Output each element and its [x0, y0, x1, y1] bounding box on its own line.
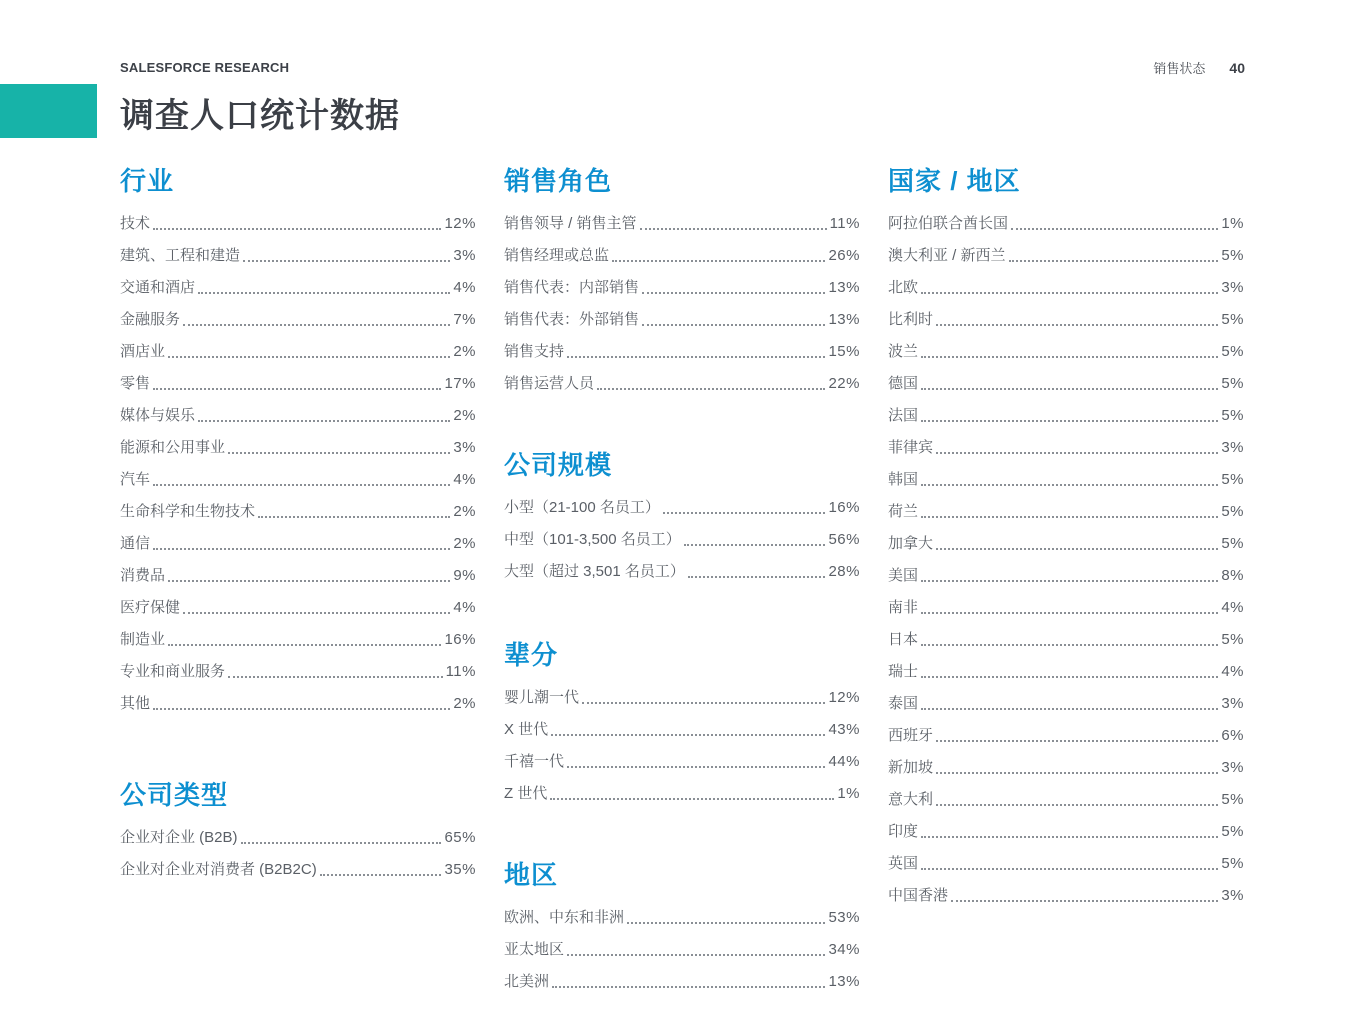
stat-value: 5%: [1221, 791, 1244, 808]
stat-label: 美国: [888, 567, 919, 584]
stat-value: 4%: [1221, 599, 1244, 616]
dot-leader: [936, 740, 1218, 742]
stat-label: 阿拉伯联合酋长国: [888, 215, 1009, 232]
stat-label: 中国香港: [888, 887, 949, 904]
dot-leader: [921, 420, 1218, 422]
stat-label: 西班牙: [888, 727, 934, 744]
stat-value: 34%: [828, 941, 860, 958]
stat-row: [504, 368, 860, 400]
stat-row: [888, 304, 1244, 336]
stat-value: 13%: [828, 973, 860, 990]
stat-value: 5%: [1221, 247, 1244, 264]
stat-row: [120, 208, 476, 240]
dot-leader: [320, 874, 442, 876]
stat-value: 12%: [828, 689, 860, 706]
dot-leader: [936, 548, 1218, 550]
brand-label: SALESFORCE RESEARCH: [120, 60, 290, 75]
group-title: 地区: [504, 860, 559, 890]
stat-value: 1%: [837, 785, 860, 802]
demographic-group: [888, 160, 1244, 912]
stat-label: 荷兰: [888, 503, 919, 520]
group-title: 公司规模: [504, 450, 613, 480]
dot-leader: [921, 836, 1218, 838]
stat-row: [120, 854, 476, 886]
stat-row: [504, 778, 860, 810]
stat-row: [120, 432, 476, 464]
dot-leader: [921, 644, 1218, 646]
stat-label: 菲律宾: [888, 439, 934, 456]
stat-row: [120, 272, 476, 304]
dot-leader: [921, 388, 1218, 390]
stat-label: 技术: [120, 215, 151, 232]
stat-row: [888, 688, 1244, 720]
stat-label: 法国: [888, 407, 919, 424]
stat-value: 26%: [828, 247, 860, 264]
stat-label: 其他: [120, 695, 151, 712]
stat-row: [504, 746, 860, 778]
stat-value: 3%: [1221, 279, 1244, 296]
stat-value: 5%: [1221, 503, 1244, 520]
stat-row: [120, 368, 476, 400]
dot-leader: [153, 484, 450, 486]
dot-leader: [642, 292, 825, 294]
stat-label: 零售: [120, 375, 151, 392]
stat-row: [120, 496, 476, 528]
dot-leader: [567, 954, 825, 956]
dot-leader: [198, 420, 450, 422]
dot-leader: [936, 772, 1218, 774]
stat-value: 1%: [1221, 215, 1244, 232]
dot-leader: [921, 484, 1218, 486]
group-title: 行业: [120, 166, 175, 196]
stat-value: 5%: [1221, 407, 1244, 424]
stat-label: 印度: [888, 823, 919, 840]
stat-value: 3%: [1221, 759, 1244, 776]
stat-label: 销售经理或总监: [504, 247, 610, 264]
dot-leader: [241, 842, 442, 844]
stat-label: 中型（101-3,500 名员工）: [504, 531, 681, 548]
dot-leader: [198, 292, 450, 294]
stat-label: 建筑、工程和建造: [120, 247, 241, 264]
stat-label: 酒店业: [120, 343, 166, 360]
stat-row: [504, 682, 860, 714]
stat-label: 比利时: [888, 311, 934, 328]
stat-row: [504, 556, 860, 588]
page-header-right: [1153, 58, 1245, 77]
group-title: 辈分: [504, 640, 559, 670]
stat-row: [888, 848, 1244, 880]
demographic-group: [120, 160, 476, 720]
stat-row: [120, 560, 476, 592]
stat-row: [120, 464, 476, 496]
stat-row: [504, 934, 860, 966]
stat-value: 3%: [453, 439, 476, 456]
stat-row: [888, 528, 1244, 560]
dot-leader: [921, 708, 1218, 710]
dot-leader: [921, 580, 1218, 582]
stat-label: 韩国: [888, 471, 919, 488]
stat-value: 16%: [828, 499, 860, 516]
dot-leader: [228, 676, 443, 678]
dot-leader: [921, 516, 1218, 518]
stat-value: 35%: [444, 861, 476, 878]
stat-row: [888, 400, 1244, 432]
page-title: 调查人口统计数据: [120, 97, 400, 135]
section-label: 销售状态: [1153, 61, 1206, 76]
stat-value: 2%: [453, 503, 476, 520]
stat-label: X 世代: [504, 721, 549, 738]
stat-value: 44%: [828, 753, 860, 770]
stat-row: [888, 464, 1244, 496]
dot-leader: [183, 612, 450, 614]
dot-leader: [684, 544, 826, 546]
demographic-group: [504, 634, 860, 810]
dot-leader: [567, 356, 825, 358]
stat-row: [888, 720, 1244, 752]
dot-leader: [921, 292, 1218, 294]
dot-leader: [567, 766, 825, 768]
stat-label: 千禧一代: [504, 753, 565, 770]
stat-label: 意大利: [888, 791, 934, 808]
stat-value: 11%: [445, 663, 476, 680]
stat-value: 9%: [453, 567, 476, 584]
stat-row: [888, 432, 1244, 464]
dot-leader: [642, 324, 825, 326]
stat-label: 交通和酒店: [120, 279, 196, 296]
stat-row: [888, 496, 1244, 528]
stat-value: 16%: [444, 631, 476, 648]
stat-row: [888, 368, 1244, 400]
stat-row: [504, 524, 860, 556]
stat-value: 5%: [1221, 631, 1244, 648]
stat-value: 22%: [828, 375, 860, 392]
dot-leader: [168, 356, 450, 358]
dot-leader: [640, 228, 827, 230]
demographic-group: [120, 774, 476, 886]
stat-value: 7%: [453, 311, 476, 328]
stat-value: 2%: [453, 407, 476, 424]
stat-row: [504, 272, 860, 304]
stat-value: 3%: [453, 247, 476, 264]
stat-row: [120, 304, 476, 336]
stat-label: 销售代表：外部销售: [504, 311, 640, 328]
stat-value: 28%: [828, 563, 860, 580]
stat-label: 新加坡: [888, 759, 934, 776]
dot-leader: [153, 548, 450, 550]
column-1: [120, 160, 476, 886]
dot-leader: [1009, 260, 1219, 262]
stat-label: 大型（超过 3,501 名员工）: [504, 563, 685, 580]
stat-label: 专业和商业服务: [120, 663, 226, 680]
stat-label: Z 世代: [504, 785, 548, 802]
dot-leader: [582, 702, 825, 704]
stat-row: [888, 624, 1244, 656]
stat-label: 南非: [888, 599, 919, 616]
stat-label: 婴儿潮一代: [504, 689, 580, 706]
stat-label: 欧洲、中东和非洲: [504, 909, 625, 926]
stat-row: [504, 208, 860, 240]
stat-row: [888, 784, 1244, 816]
group-title: 销售角色: [504, 166, 613, 196]
stat-row: [120, 822, 476, 854]
dot-leader: [921, 356, 1218, 358]
stat-label: 销售领导 / 销售主管: [504, 215, 637, 232]
dot-leader: [597, 388, 825, 390]
dot-leader: [688, 576, 826, 578]
dot-leader: [921, 612, 1218, 614]
stat-label: 制造业: [120, 631, 166, 648]
stat-row: [120, 656, 476, 688]
stat-value: 12%: [444, 215, 476, 232]
stat-value: 15%: [828, 343, 860, 360]
dot-leader: [550, 798, 834, 800]
dot-leader: [951, 900, 1218, 902]
column-3: [888, 160, 1244, 912]
stat-row: [888, 752, 1244, 784]
dot-leader: [243, 260, 450, 262]
stat-value: 56%: [828, 531, 860, 548]
stat-label: 媒体与娱乐: [120, 407, 196, 424]
stat-label: 汽车: [120, 471, 151, 488]
stat-label: 德国: [888, 375, 919, 392]
dot-leader: [551, 734, 825, 736]
stat-label: 生命科学和生物技术: [120, 503, 256, 520]
stat-label: 北美洲: [504, 973, 550, 990]
stat-row: [888, 880, 1244, 912]
stat-row: [120, 624, 476, 656]
stat-label: 北欧: [888, 279, 919, 296]
stat-row: [888, 656, 1244, 688]
stat-row: [120, 336, 476, 368]
stat-value: 2%: [453, 343, 476, 360]
stat-label: 销售代表：内部销售: [504, 279, 640, 296]
stat-row: [888, 816, 1244, 848]
column-2: [504, 160, 860, 998]
stat-value: 5%: [1221, 823, 1244, 840]
dot-leader: [921, 676, 1218, 678]
stat-label: 瑞士: [888, 663, 919, 680]
stat-value: 5%: [1221, 375, 1244, 392]
stat-row: [504, 336, 860, 368]
stat-label: 小型（21-100 名员工）: [504, 499, 660, 516]
stat-value: 11%: [829, 215, 860, 232]
stat-label: 加拿大: [888, 535, 934, 552]
stat-value: 3%: [1221, 887, 1244, 904]
stat-row: [504, 240, 860, 272]
dot-leader: [663, 512, 826, 514]
stat-value: 3%: [1221, 695, 1244, 712]
demographic-group: [504, 160, 860, 400]
demographic-group: [504, 854, 860, 998]
stat-value: 13%: [828, 279, 860, 296]
dot-leader: [612, 260, 825, 262]
stat-label: 销售支持: [504, 343, 565, 360]
stat-row: [120, 528, 476, 560]
stat-value: 4%: [453, 471, 476, 488]
stat-label: 泰国: [888, 695, 919, 712]
page-number: 40: [1229, 59, 1245, 76]
stat-row: [504, 492, 860, 524]
stat-row: [888, 272, 1244, 304]
dot-leader: [168, 580, 450, 582]
dot-leader: [153, 388, 441, 390]
stat-value: 3%: [1221, 439, 1244, 456]
stat-value: 5%: [1221, 855, 1244, 872]
stat-row: [888, 208, 1244, 240]
group-title: 公司类型: [120, 780, 229, 810]
stat-row: [888, 592, 1244, 624]
stat-row: [888, 560, 1244, 592]
stat-value: 2%: [453, 695, 476, 712]
stat-row: [888, 336, 1244, 368]
accent-bar: [0, 84, 97, 138]
stat-row: [120, 592, 476, 624]
dot-leader: [258, 516, 450, 518]
dot-leader: [936, 804, 1218, 806]
stat-row: [504, 902, 860, 934]
stat-row: [504, 714, 860, 746]
stat-label: 能源和公用事业: [120, 439, 226, 456]
stat-label: 企业对企业对消费者 (B2B2C): [120, 861, 317, 878]
stat-label: 英国: [888, 855, 919, 872]
stat-row: [120, 240, 476, 272]
dot-leader: [183, 324, 450, 326]
stat-value: 65%: [444, 829, 476, 846]
stat-label: 金融服务: [120, 311, 181, 328]
stat-row: [504, 966, 860, 998]
stat-label: 医疗保健: [120, 599, 181, 616]
stat-label: 澳大利亚 / 新西兰: [888, 247, 1006, 264]
stat-label: 亚太地区: [504, 941, 565, 958]
stat-row: [888, 240, 1244, 272]
stat-value: 5%: [1221, 471, 1244, 488]
dot-leader: [552, 986, 825, 988]
stat-label: 日本: [888, 631, 919, 648]
stat-value: 8%: [1221, 567, 1244, 584]
demographic-group: [504, 444, 860, 588]
stat-label: 企业对企业 (B2B): [120, 829, 238, 846]
stat-label: 消费品: [120, 567, 166, 584]
dot-leader: [228, 452, 450, 454]
dot-leader: [1011, 228, 1218, 230]
stat-value: 5%: [1221, 535, 1244, 552]
stat-value: 5%: [1221, 343, 1244, 360]
stat-value: 4%: [453, 279, 476, 296]
stat-label: 通信: [120, 535, 151, 552]
stat-value: 43%: [828, 721, 860, 738]
stat-value: 13%: [828, 311, 860, 328]
stat-value: 2%: [453, 535, 476, 552]
stat-value: 4%: [1221, 663, 1244, 680]
stat-value: 6%: [1221, 727, 1244, 744]
stat-value: 5%: [1221, 311, 1244, 328]
dot-leader: [153, 708, 450, 710]
dot-leader: [153, 228, 441, 230]
stat-value: 4%: [453, 599, 476, 616]
dot-leader: [168, 644, 441, 646]
dot-leader: [936, 324, 1218, 326]
stat-value: 17%: [444, 375, 476, 392]
group-title: 国家 / 地区: [888, 166, 1021, 196]
stat-value: 53%: [828, 909, 860, 926]
stat-row: [120, 688, 476, 720]
dot-leader: [936, 452, 1218, 454]
dot-leader: [627, 922, 825, 924]
stat-row: [504, 304, 860, 336]
stat-label: 销售运营人员: [504, 375, 595, 392]
stat-row: [120, 400, 476, 432]
stat-label: 波兰: [888, 343, 919, 360]
dot-leader: [921, 868, 1218, 870]
